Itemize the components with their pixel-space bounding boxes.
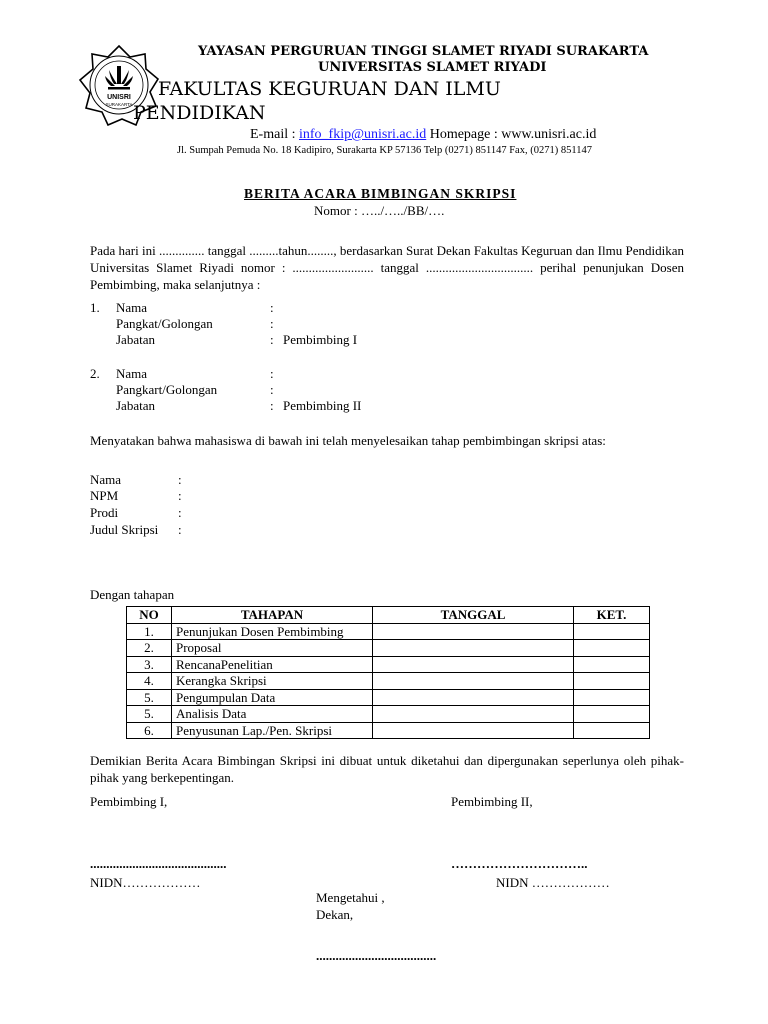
logo-text: UNISRI [107, 94, 131, 101]
row-number: 5. [127, 689, 172, 706]
table-row [127, 673, 650, 690]
row-notes-cell [574, 722, 650, 739]
advisor-2-rank-colon: : [270, 382, 274, 397]
advisor-2-position-colon: : [270, 398, 274, 413]
row-stage: Kerangka Skripsi [172, 673, 373, 690]
intro-paragraph: Pada hari ini .............. tanggal .........tahun........, berdasarkan Surat Dekan Fakultas Keguruan dan Ilmu Pendidikan Universitas Slamet Riyadi nomor : ......................... tanggal ................................. perihal penunjukan Dosen Pembimbing, maka selanjutnya : [90, 243, 684, 292]
document-number: Nomor : …../…../BB/…. [314, 203, 445, 218]
row-stage: RencanaPenelitian [172, 656, 373, 673]
row-stage: Pengumpulan Data [172, 689, 373, 706]
student-npm-label: NPM [90, 488, 119, 503]
col-header-stage: TAHAPAN [172, 607, 373, 624]
row-date-cell [373, 689, 574, 706]
advisor-2-name-label: Nama [116, 366, 148, 381]
document-title: BERITA ACARA BIMBINGAN SKRIPSI [244, 186, 517, 201]
table-row [127, 656, 650, 673]
email-label: E-mail : [250, 127, 299, 142]
row-number: 5. [127, 706, 172, 723]
closing-paragraph: Demikian Berita Acara Bimbingan Skripsi ini dibuat untuk diketahui dan dipergunakan seperlunya oleh pihak-pihak yang berkepentingan. [90, 753, 684, 785]
row-number: 6. [127, 722, 172, 739]
advisor-2-nidn: NIDN ……………… [496, 875, 610, 890]
row-date-cell [373, 656, 574, 673]
advisor-1-position-label: Jabatan [116, 332, 155, 347]
advisor-1-name-label: Nama [116, 300, 148, 315]
advisor-1-rank-colon: : [270, 316, 274, 331]
row-date-cell [373, 623, 574, 640]
row-notes-cell [574, 689, 650, 706]
row-date-cell [373, 673, 574, 690]
dean-label: Dekan, [316, 907, 354, 922]
advisor-1-name-colon: : [270, 300, 274, 315]
advisor-1-signature-title: Pembimbing I, [90, 794, 168, 809]
stages-table [126, 606, 650, 739]
table-row [127, 623, 650, 640]
university-name: UNIVERSITAS SLAMET RIYADI [318, 60, 547, 75]
advisor-1-role: Pembimbing I [283, 332, 358, 347]
student-prodi-label: Prodi [90, 505, 119, 520]
table-header-row [127, 607, 650, 624]
advisor-1-number: 1. [90, 300, 100, 315]
stages-label: Dengan tahapan [90, 587, 175, 602]
advisor-1-position-colon: : [270, 332, 274, 347]
row-notes-cell [574, 673, 650, 690]
row-notes-cell [574, 656, 650, 673]
statement-paragraph: Menyatakan bahwa mahasiswa di bawah ini telah menyelesaikan tahap pembimbingan skripsi atas: [90, 433, 606, 448]
row-stage: Penyusunan Lap./Pen. Skripsi [172, 722, 373, 739]
col-header-no: NO [127, 607, 172, 624]
row-stage: Penunjukan Dosen Pembimbing [172, 623, 373, 640]
student-thesis-title-colon: : [178, 522, 182, 537]
student-thesis-title-label: Judul Skripsi [90, 522, 159, 537]
row-notes-cell [574, 640, 650, 657]
faculty-name-line2: PENDIDIKAN [133, 102, 266, 124]
advisor-2-role: Pembimbing II [283, 398, 362, 413]
col-header-notes: KET. [574, 607, 650, 624]
advisor-1-rank-label: Pangkat/Golongan [116, 316, 213, 331]
row-number: 1. [127, 623, 172, 640]
row-notes-cell [574, 706, 650, 723]
advisor-2-rank-label: Pangkart/Golongan [116, 382, 218, 397]
table-row [127, 689, 650, 706]
student-name-colon: : [178, 472, 182, 487]
table-row [127, 640, 650, 657]
row-number: 2. [127, 640, 172, 657]
faculty-name-line1: FAKULTAS KEGURUAN DAN ILMU [158, 78, 501, 100]
advisor-1-signature-line: .......................................... [90, 856, 227, 871]
row-stage: Proposal [172, 640, 373, 657]
advisor-1-nidn: NIDN……………… [90, 875, 201, 890]
advisor-2-signature-line: ………………………….. [451, 856, 588, 871]
acknowledged-label: Mengetahui , [316, 890, 385, 905]
row-stage: Analisis Data [172, 706, 373, 723]
table-row [127, 706, 650, 723]
student-npm-colon: : [178, 488, 182, 503]
row-notes-cell [574, 623, 650, 640]
dean-signature-line: ..................................... [316, 948, 437, 963]
row-number: 4. [127, 673, 172, 690]
advisor-2-position-label: Jabatan [116, 398, 155, 413]
logo-subtext: SURAKARTA [105, 102, 133, 107]
table-row [127, 722, 650, 739]
student-name-label: Nama [90, 472, 122, 487]
student-prodi-colon: : [178, 505, 182, 520]
row-number: 3. [127, 656, 172, 673]
email-link[interactable]: info_fkip@unisri.ac.id [299, 127, 427, 142]
contact-line [250, 127, 596, 143]
address-line: Jl. Sumpah Pemuda No. 18 Kadipiro, Surakarta KP 57136 Telp (0271) 851147 Fax, (0271) 851147 [177, 145, 592, 156]
row-date-cell [373, 706, 574, 723]
row-date-cell [373, 722, 574, 739]
col-header-date: TANGGAL [373, 607, 574, 624]
homepage-text: Homepage : www.unisri.ac.id [426, 127, 597, 142]
advisor-2-signature-title: Pembimbing II, [451, 794, 533, 809]
advisor-2-name-colon: : [270, 366, 274, 381]
advisor-2-number: 2. [90, 366, 100, 381]
foundation-name: YAYASAN PERGURUAN TINGGI SLAMET RIYADI SURAKARTA [198, 44, 649, 59]
row-date-cell [373, 640, 574, 657]
